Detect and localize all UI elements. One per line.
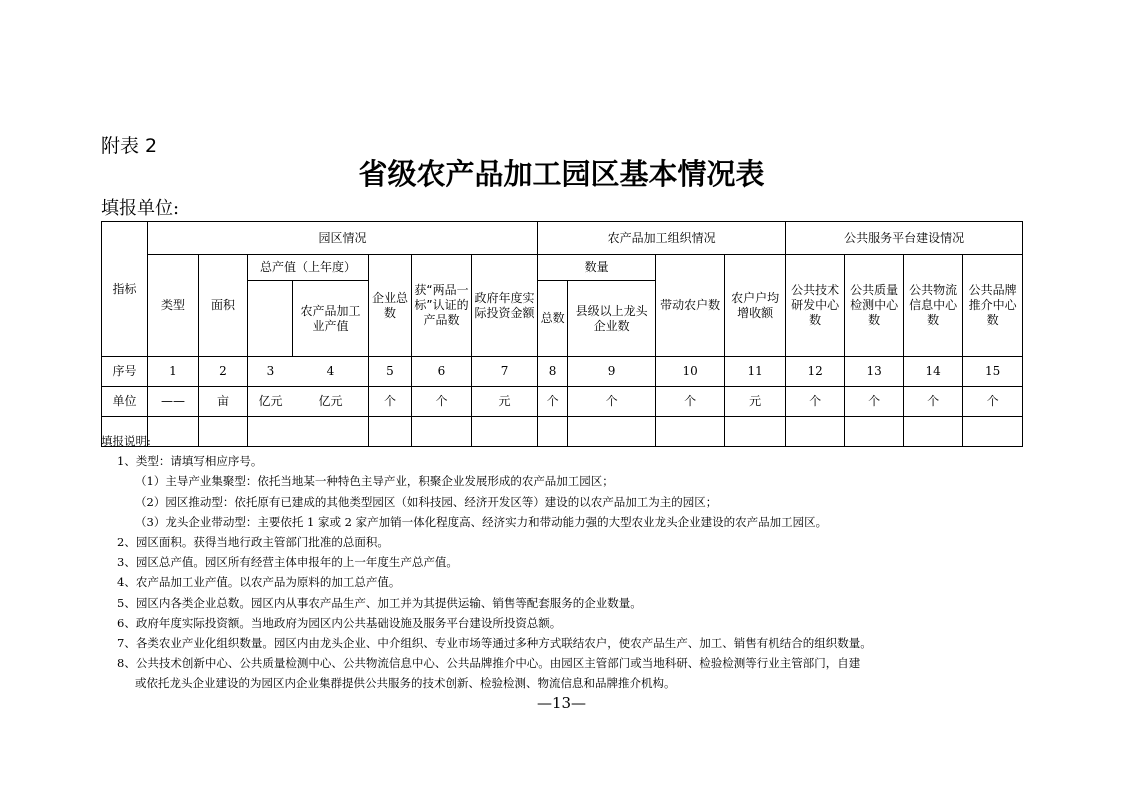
note-item: 4、农产品加工业产值。以农产品为原料的加工总产值。	[117, 575, 401, 590]
seq-cell-pair	[248, 357, 369, 387]
note-subitem: （2）园区推动型：依托原有已建成的其他类型园区（如科技园、经济开发区等）建设的以农产品加工为主的园区；	[135, 494, 718, 509]
unit-cell: 元	[472, 387, 538, 417]
park-info-table	[101, 221, 1023, 447]
col-agri-output: 农产品加工业产值	[293, 281, 369, 357]
seq-cell: 3	[266, 364, 275, 378]
unit-cell: 个	[786, 387, 845, 417]
seq-cell: 11	[725, 357, 786, 387]
col-gov-investment: 政府年度实际投资金额	[472, 255, 538, 357]
unit-row	[102, 387, 1023, 417]
unit-cell: 元	[725, 387, 786, 417]
group-header-row	[102, 222, 1023, 255]
col-type: 类型	[148, 255, 199, 357]
seq-cell: 12	[786, 357, 845, 387]
unit-cell: 个	[538, 387, 568, 417]
notes-heading: 填报说明:	[101, 434, 151, 448]
page-title: 省级农产品加工园区基本情况表	[358, 157, 765, 191]
indicator-header: 指标	[102, 222, 148, 357]
group-processing-org: 农产品加工组织情况	[538, 222, 786, 255]
seq-cell: 9	[568, 357, 656, 387]
unit-cell: 亿元	[318, 394, 343, 408]
group-park-info: 园区情况	[148, 222, 538, 255]
seq-cell: 5	[369, 357, 412, 387]
note-item: 7、各类农业产业化组织数量。园区内由龙头企业、中介组织、专业市场等通过多种方式联结农户，使农产品生产、加工、销售有机结合的组织数量。	[117, 635, 872, 650]
unit-cell: 亩	[199, 387, 248, 417]
unit-cell: ——	[148, 387, 199, 417]
seq-cell: 6	[412, 357, 472, 387]
group-public-service: 公共服务平台建设情况	[786, 222, 1023, 255]
col-certified-products: 获“两品一标”认证的产品数	[412, 255, 472, 357]
col-total-output-value	[248, 281, 293, 357]
seq-row	[102, 357, 1023, 387]
seq-cell: 10	[656, 357, 725, 387]
col-enterprise-total: 企业总数	[369, 255, 412, 357]
note-item: 3、园区总产值。园区所有经营主体申报年的上一年度生产总产值。	[117, 555, 458, 570]
col-quantity-total: 总数	[538, 281, 568, 357]
page-number: —13—	[536, 694, 587, 712]
unit-cell: 个	[656, 387, 725, 417]
unit-cell: 个	[369, 387, 412, 417]
col-quality-center: 公共质量检测中心数	[845, 255, 904, 357]
unit-cell: 个	[845, 387, 904, 417]
seq-cell: 8	[538, 357, 568, 387]
seq-cell: 2	[199, 357, 248, 387]
note-item-continued: 或依托龙头企业建设的为园区内企业集群提供公共服务的技术创新、检验检测、物流信息和品牌推介机构。	[135, 676, 676, 691]
col-quantity: 数量	[538, 255, 656, 281]
seq-row-label: 序号	[102, 357, 148, 387]
note-item: 6、政府年度实际投资额。当地政府为园区内公共基础设施及服务平台建设所投资总额。	[117, 615, 562, 630]
unit-cell: 个	[904, 387, 963, 417]
unit-cell: 个	[412, 387, 472, 417]
seq-cell: 1	[148, 357, 199, 387]
seq-cell: 14	[904, 357, 963, 387]
unit-cell: 个	[568, 387, 656, 417]
note-subitem: （1）主导产业集聚型：依托当地某一种特色主导产业，积聚企业发展形成的农产品加工园区；	[135, 474, 614, 489]
column-header-row	[102, 255, 1023, 281]
unit-cell: 亿元	[258, 394, 283, 408]
col-tech-center: 公共技术研发中心数	[786, 255, 845, 357]
note-item: 2、园区面积。获得当地行政主管部门批准的总面积。	[117, 534, 389, 549]
seq-cell: 7	[472, 357, 538, 387]
reporting-unit-label: 填报单位:	[101, 198, 180, 219]
col-brand-center: 公共品牌推介中心数	[963, 255, 1023, 357]
unit-cell-pair	[248, 387, 369, 417]
col-total-output: 总产值（上年度）	[248, 255, 369, 281]
seq-cell: 4	[326, 364, 335, 378]
col-logistics-center: 公共物流信息中心数	[904, 255, 963, 357]
note-item: 8、公共技术创新中心、公共质量检测中心、公共物流信息中心、公共品牌推介中心。由园区主管部门或当地科研、检验检测等行业主管部门，自建	[117, 656, 861, 671]
note-item: 5、园区内各类企业总数。园区内从事农产品生产、加工并为其提供运输、销售等配套服务的企业数量。	[117, 595, 642, 610]
seq-cell: 15	[963, 357, 1023, 387]
col-income-increase: 农户户均增收额	[725, 255, 786, 357]
note-item: 1、类型：请填写相应序号。	[117, 454, 263, 469]
filling-instructions	[101, 431, 1031, 693]
attachment-label: 附表 2	[101, 135, 158, 157]
col-farmers-driven: 带动农户数	[656, 255, 725, 357]
seq-cell: 13	[845, 357, 904, 387]
note-subitem: （3）龙头企业带动型：主要依托 1 家或 2 家产加销一体化程度高、经济实力和带动能力强的大型农业龙头企业建设的农产品加工园区。	[135, 514, 828, 529]
col-area: 面积	[199, 255, 248, 357]
unit-cell: 个	[963, 387, 1023, 417]
unit-row-label: 单位	[102, 387, 148, 417]
col-leading-enterprises: 县级以上龙头企业数	[568, 281, 656, 357]
